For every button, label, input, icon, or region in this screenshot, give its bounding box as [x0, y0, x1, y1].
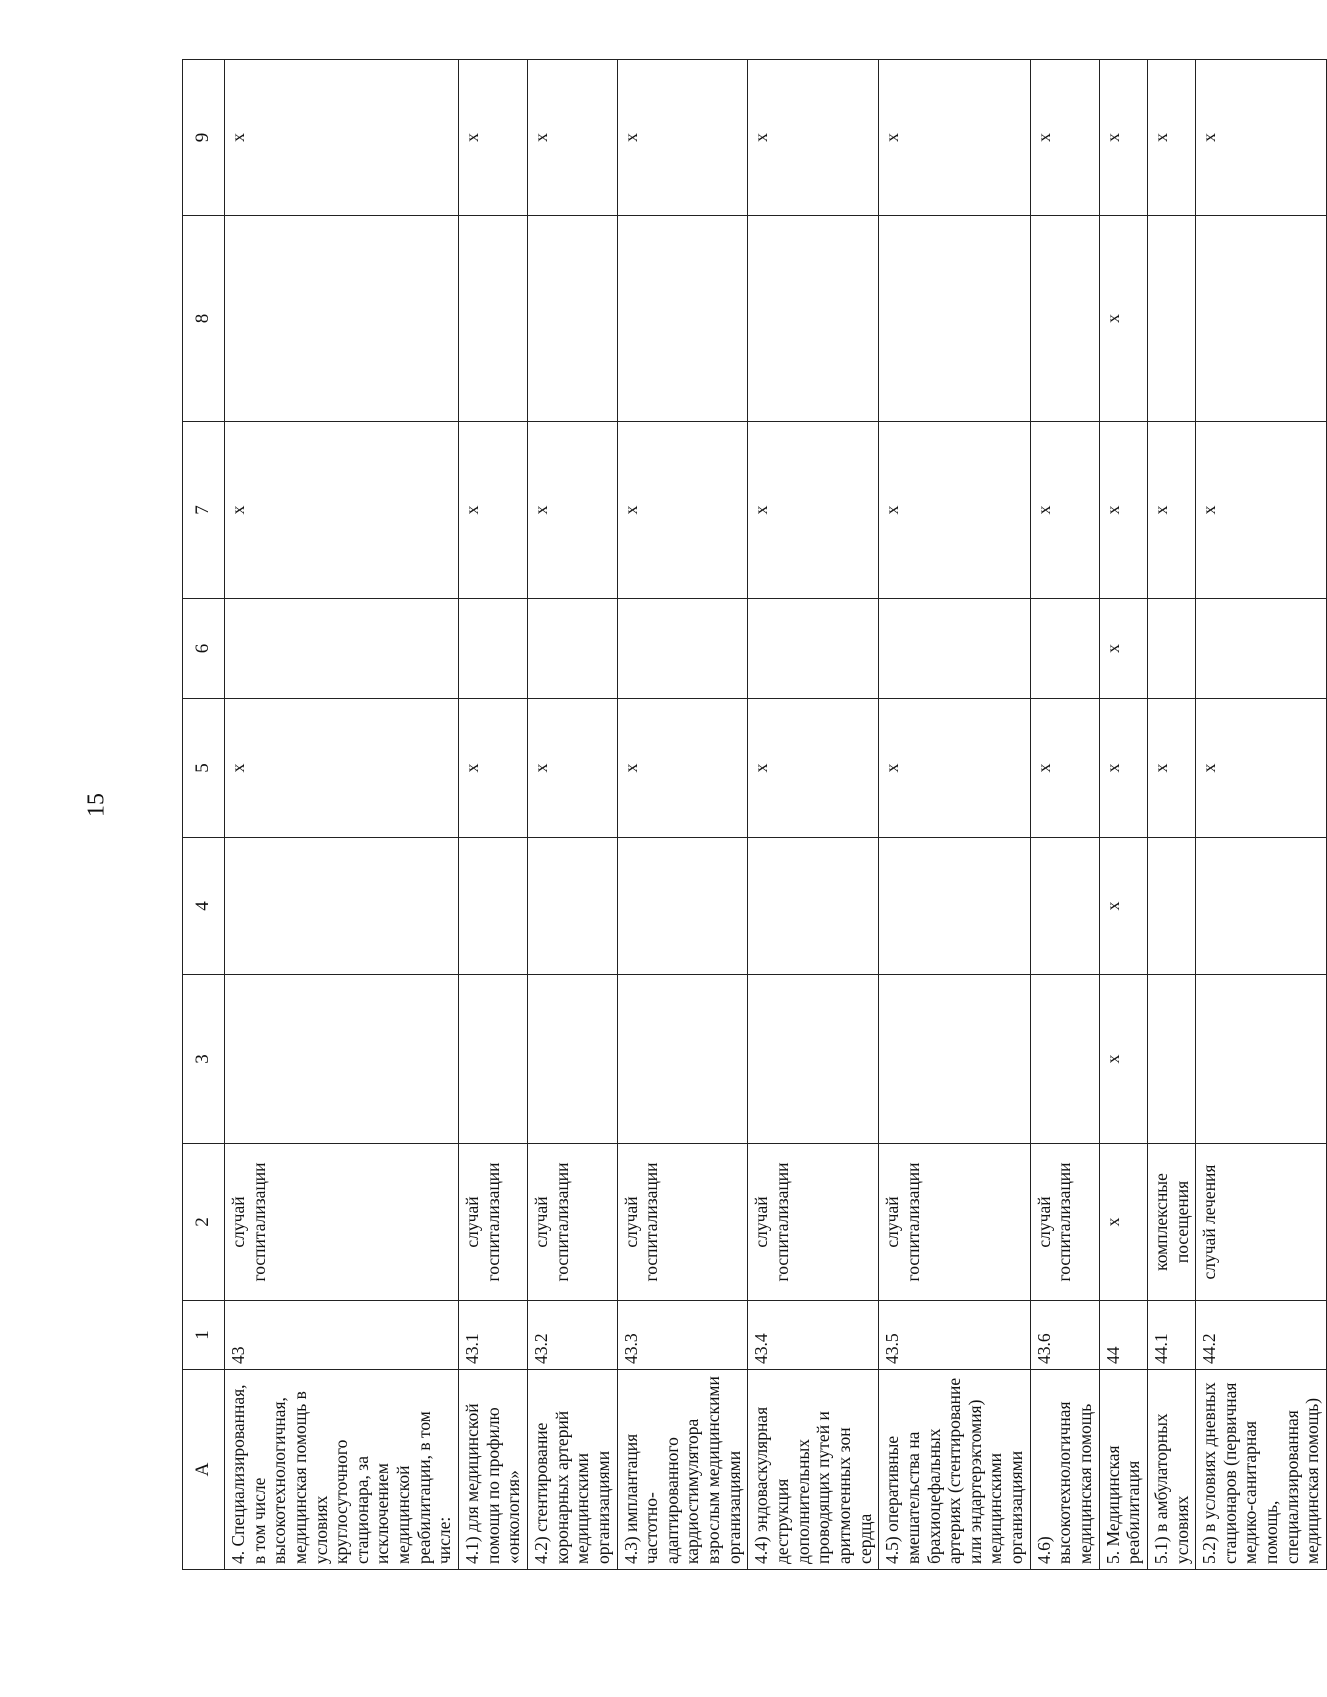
table-row: [748, 60, 879, 1570]
table-cell: х: [1099, 838, 1147, 975]
page-number: 15: [83, 793, 110, 817]
table-cell: х: [1099, 599, 1147, 699]
table-cell: х: [1196, 422, 1327, 599]
row-code-cell: 43.6: [1030, 1301, 1099, 1370]
table-cell: х: [1099, 422, 1147, 599]
table-cell: х: [1147, 699, 1195, 838]
table-header-row: [183, 60, 225, 1570]
table-cell: [225, 838, 459, 975]
table-cell: [617, 975, 748, 1144]
row-label-cell: 4. Специализированная, в том числе высокотехнологичная, медицинская помощь в условиях круглосуточного стационара, за исключением медицинской реабилитации, в том числе:: [225, 1370, 459, 1570]
table-cell: х: [459, 699, 528, 838]
table-cell: [225, 599, 459, 699]
table-cell: [748, 975, 879, 1144]
table-row: [1147, 60, 1195, 1570]
row-label-cell: 4.3) имплантация частотно-адаптированного кардиостимулятора взрослым медицинскими организациями: [617, 1370, 748, 1570]
table-cell: [1196, 599, 1327, 699]
table-row: [225, 60, 459, 1570]
table-cell: [879, 838, 1030, 975]
table-cell: случай госпитализации: [748, 1144, 879, 1301]
header-cell: 8: [183, 216, 225, 422]
header-cell: 3: [183, 975, 225, 1144]
table-cell: х: [1099, 699, 1147, 838]
row-code-cell: 43.3: [617, 1301, 748, 1370]
table-cell: х: [1147, 60, 1195, 216]
row-label-cell: 4.6) высокотехнологичная медицинская помощь: [1030, 1370, 1099, 1570]
table-cell: [527, 599, 617, 699]
row-code-cell: 44: [1099, 1301, 1147, 1370]
row-label-cell: 5.1) в амбулаторных условиях: [1147, 1370, 1195, 1570]
table-cell: х: [748, 60, 879, 216]
table-row: [1099, 60, 1147, 1570]
table-cell: х: [879, 60, 1030, 216]
table-cell: комплексные посещения: [1147, 1144, 1195, 1301]
row-label-cell: 5.2) в условиях дневных стационаров (первичная медико-санитарная помощь, специализированная медицинская помощь): [1196, 1370, 1327, 1570]
row-code-cell: 43.5: [879, 1301, 1030, 1370]
table-cell: х: [1147, 422, 1195, 599]
table-cell: [459, 216, 528, 422]
table-row: [617, 60, 748, 1570]
table-cell: [1196, 216, 1327, 422]
table-cell: случай госпитализации: [617, 1144, 748, 1301]
table-cell: х: [617, 422, 748, 599]
table-cell: [1030, 975, 1099, 1144]
table-cell: х: [225, 60, 459, 216]
table-cell: х: [225, 422, 459, 599]
row-code-cell: 43.4: [748, 1301, 879, 1370]
table-cell: [225, 216, 459, 422]
table-cell: [1147, 216, 1195, 422]
table-cell: [748, 599, 879, 699]
row-code-cell: 44.1: [1147, 1301, 1195, 1370]
table-cell: х: [527, 422, 617, 599]
row-label-cell: 4.2) стентирование коронарных артерий медицинскими организациями: [527, 1370, 617, 1570]
row-code-cell: 44.2: [1196, 1301, 1327, 1370]
table-row: [879, 60, 1030, 1570]
table-cell: х: [748, 422, 879, 599]
table-cell: [459, 838, 528, 975]
header-cell: 2: [183, 1144, 225, 1301]
header-cell: 9: [183, 60, 225, 216]
table-cell: х: [1099, 975, 1147, 1144]
header-cell: 7: [183, 422, 225, 599]
row-label-cell: 4.4) эндоваскулярная деструкция дополнительных проводящих путей и аритмогенных зон сердца: [748, 1370, 879, 1570]
table-cell: х: [879, 422, 1030, 599]
table-cell: случай госпитализации: [1030, 1144, 1099, 1301]
table-cell: х: [617, 60, 748, 216]
table-cell: х: [1099, 216, 1147, 422]
row-label-cell: 4.1) для медицинской помощи по профилю «онкология»: [459, 1370, 528, 1570]
table-row: [527, 60, 617, 1570]
row-code-cell: 43.2: [527, 1301, 617, 1370]
table-cell: [1030, 216, 1099, 422]
data-table: [182, 59, 1327, 1570]
table-cell: случай лечения: [1196, 1144, 1327, 1301]
table-cell: [879, 975, 1030, 1144]
header-cell: 1: [183, 1301, 225, 1370]
table-cell: [1147, 975, 1195, 1144]
header-cell: А: [183, 1370, 225, 1570]
table-cell: [617, 216, 748, 422]
header-cell: 6: [183, 599, 225, 699]
header-cell: 4: [183, 838, 225, 975]
table-cell: [527, 838, 617, 975]
table-cell: [879, 216, 1030, 422]
table-cell: [617, 599, 748, 699]
table-cell: х: [1196, 60, 1327, 216]
table-cell: случай госпитализации: [225, 1144, 459, 1301]
table-cell: х: [617, 699, 748, 838]
row-code-cell: 43.1: [459, 1301, 528, 1370]
table-cell: [1030, 838, 1099, 975]
table-cell: х: [1196, 699, 1327, 838]
table-cell: х: [1030, 422, 1099, 599]
table-cell: х: [1099, 60, 1147, 216]
table-cell: [1196, 838, 1327, 975]
row-code-cell: 43: [225, 1301, 459, 1370]
header-cell: 5: [183, 699, 225, 838]
table-cell: х: [459, 60, 528, 216]
row-label-cell: 4.5) оперативные вмешательства на брахиоцефальных артериях (стентирование или эндартерэктомия) медицинскими организациями: [879, 1370, 1030, 1570]
table-cell: [879, 599, 1030, 699]
table-cell: [748, 838, 879, 975]
table-cell: х: [748, 699, 879, 838]
table-cell: случай госпитализации: [879, 1144, 1030, 1301]
table-row: [459, 60, 528, 1570]
table-cell: случай госпитализации: [459, 1144, 528, 1301]
table-cell: случай госпитализации: [527, 1144, 617, 1301]
table-cell: х: [459, 422, 528, 599]
table-row: [1030, 60, 1099, 1570]
table-cell: [225, 975, 459, 1144]
table-cell: [459, 975, 528, 1144]
table-cell: х: [527, 699, 617, 838]
table-cell: х: [225, 699, 459, 838]
table-row: [1196, 60, 1327, 1570]
table-cell: [1147, 838, 1195, 975]
table-cell: [1196, 975, 1327, 1144]
table-cell: [527, 975, 617, 1144]
table-cell: х: [527, 60, 617, 216]
table-cell: х: [1030, 699, 1099, 838]
table-cell: х: [879, 699, 1030, 838]
table-cell: [617, 838, 748, 975]
table-cell: [1147, 599, 1195, 699]
table-cell: [459, 599, 528, 699]
row-label-cell: 5. Медицинская реабилитация: [1099, 1370, 1147, 1570]
table-cell: [1030, 599, 1099, 699]
table-cell: [748, 216, 879, 422]
table-cell: х: [1099, 1144, 1147, 1301]
table-cell: [527, 216, 617, 422]
table-container: [182, 60, 1323, 1570]
table-cell: х: [1030, 60, 1099, 216]
